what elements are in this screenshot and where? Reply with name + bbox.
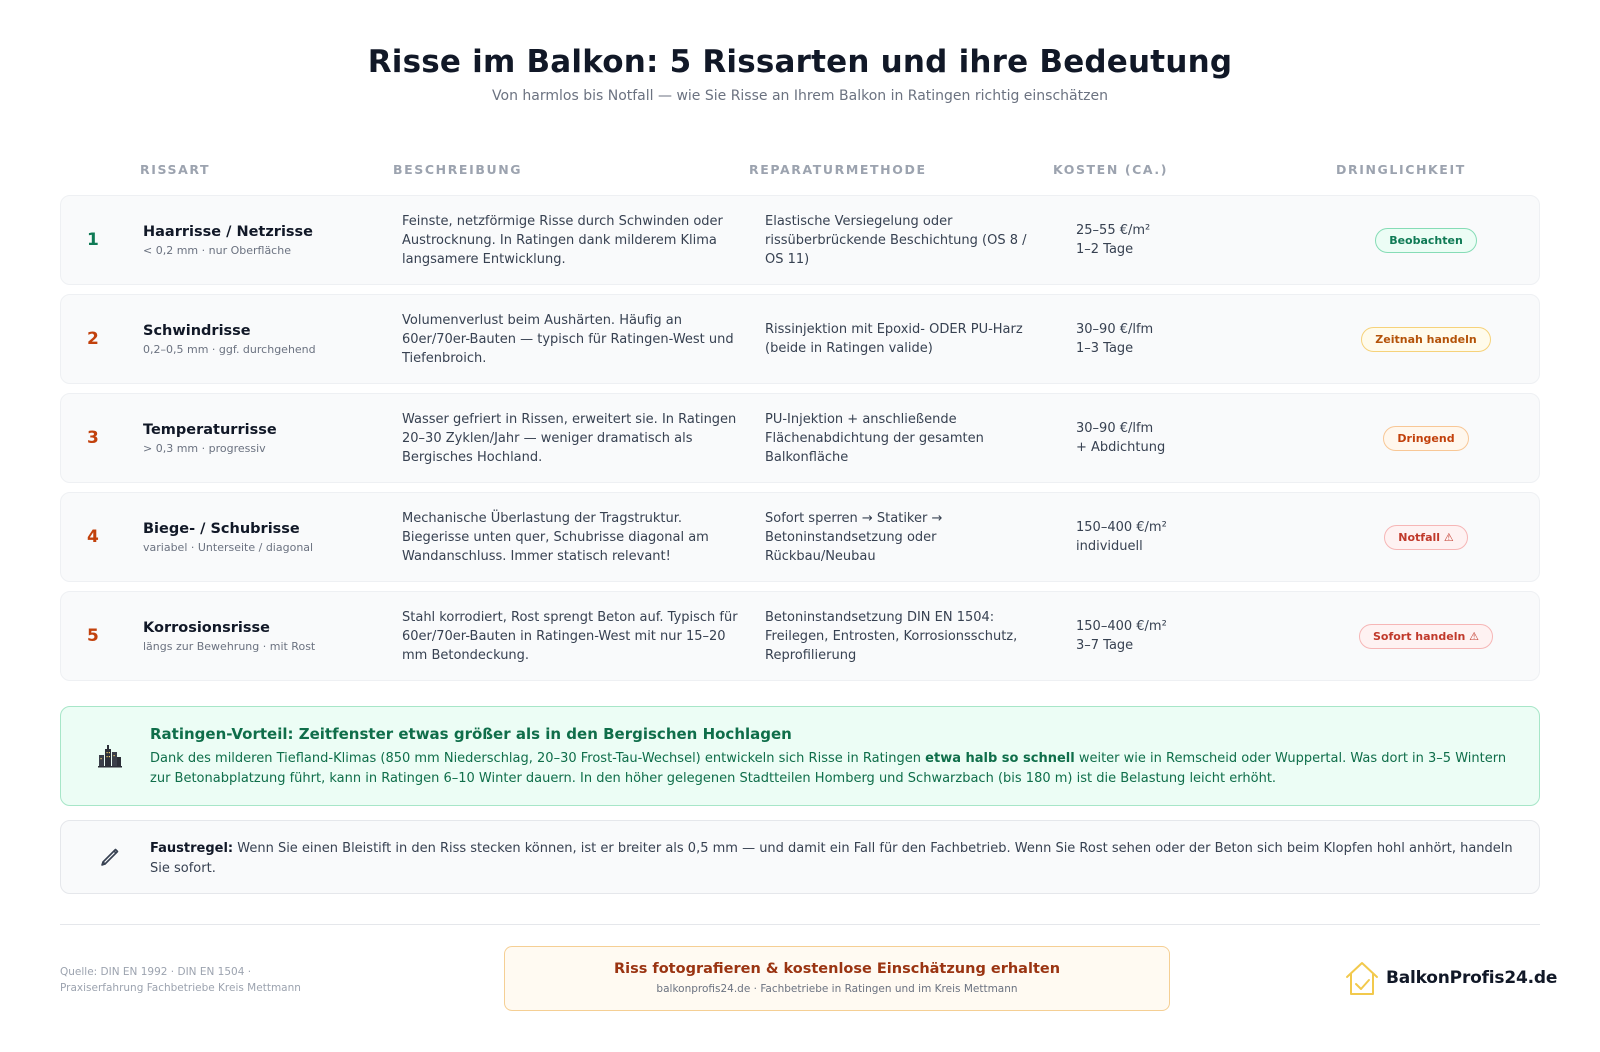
source-line: Praxiserfahrung Fachbetriebe Kreis Mettmann (60, 982, 301, 994)
urgency-badge: Sofort handeln ⚠ (1359, 624, 1493, 649)
cost-duration: + Abdichtung (1076, 440, 1166, 455)
cost-duration: 1–2 Tage (1076, 242, 1134, 257)
crack-type-detail: > 0,3 mm · progressiv (143, 441, 266, 455)
crack-type-cell (143, 196, 313, 284)
urgency-cell (1311, 493, 1541, 581)
cost-price: 150–400 €/m² (1076, 619, 1167, 634)
house-check-icon (1342, 958, 1382, 998)
repair-method: Rissinjektion mit Epoxid- ODER PU-Harz (beide in Ratingen valide) (765, 322, 1023, 356)
column-header-description: BESCHREIBUNG (393, 162, 523, 177)
logo-text: BalkonProfis24.de (1386, 968, 1558, 988)
cost-duration: 1–3 Tage (1076, 341, 1134, 356)
cta-title[interactable]: Riss fotografieren & kostenlose Einschätzung erhalten (613, 961, 1061, 977)
column-header-type: RISSART (140, 162, 211, 177)
cost-cell (1076, 493, 1276, 581)
rule-of-thumb-box (60, 820, 1540, 894)
urgency-badge: Dringend (1383, 426, 1468, 451)
rule-text (150, 839, 1515, 879)
info-text-part: weiter wie in Remscheid oder Wuppertal. Was dort in 3–5 Wintern zur Betonabplatzung führt, kann in Ratingen 6–10 Winter dauern. In den höher gelegenen Stadtteilen Homberg und Schwarzbach (bis 180 m) ist die Belastung leicht erhöht. (150, 751, 1507, 786)
crack-type-name: Temperaturrisse (143, 421, 277, 438)
cost-price: 30–90 €/lfm (1076, 322, 1154, 337)
crack-type-cell (143, 394, 277, 482)
crack-type-name: Haarrisse / Netzrisse (143, 223, 314, 240)
rule-body: Wenn Sie einen Bleistift in den Riss stecken können, ist er breiter als 0,5 mm — und damit ein Fall für den Fachbetrieb. Wenn Sie Rost sehen oder der Beton sich beim Klopfen hohl anhört, handeln Sie sofort. (150, 841, 1513, 876)
page-header (0, 44, 1600, 104)
row-number: 4 (87, 527, 99, 547)
crack-type-cell (143, 592, 315, 680)
page-subtitle: Von harmlos bis Notfall — wie Sie Risse an Ihrem Balkon in Ratingen richtig einschätzen (492, 88, 1108, 104)
urgency-cell (1311, 592, 1541, 680)
repair-method: Sofort sperren → Statiker → Betoninstandsetzung oder Rückbau/Neubau (765, 510, 943, 564)
crack-description: Feinste, netzförmige Risse durch Schwinden oder Austrocknung. In Ratingen dank milderem Klima langsamere Entwicklung. (402, 213, 723, 267)
crack-type-detail: längs zur Bewehrung · mit Rost (143, 639, 316, 653)
page-title: Risse im Balkon: 5 Rissarten und ihre Bedeutung (367, 44, 1233, 80)
info-text-part: Dank des milderen Tiefland-Klimas (850 mm Niederschlag, 20–30 Frost-Tau-Wechsel) entwickeln sich Risse in Ratingen (150, 751, 926, 766)
table-row (60, 393, 1540, 483)
cta-subtitle: balkonprofis24.de · Fachbetriebe in Ratingen und im Kreis Mettmann (656, 983, 1018, 995)
crack-description: Stahl korrodiert, Rost sprengt Beton auf. Typisch für 60er/70er-Bauten in Ratingen-West mit nur 15–20 mm Betondeckung. (402, 609, 738, 663)
crack-type-detail: < 0,2 mm · nur Oberfläche (143, 243, 291, 257)
urgency-badge: Zeitnah handeln (1361, 327, 1490, 352)
column-header-repair: REPARATURMETHODE (749, 162, 927, 177)
crack-type-cell (143, 295, 316, 383)
info-text (150, 749, 1515, 789)
cost-cell (1076, 295, 1276, 383)
crack-type-name: Korrosionsrisse (143, 619, 270, 636)
repair-method: Elastische Versiegelung oder rissüberbrückende Beschichtung (OS 8 / OS 11) (765, 213, 1027, 267)
crack-description: Wasser gefriert in Rissen, erweitert sie. In Ratingen 20–30 Zyklen/Jahr — weniger dramatisch als Bergisches Hochland. (402, 411, 737, 465)
info-title: Ratingen-Vorteil: Zeitfenster etwas größer als in den Bergischen Hochlagen (150, 725, 792, 743)
crack-type-cell (143, 493, 313, 581)
cost-price: 150–400 €/m² (1076, 520, 1167, 535)
cta-banner[interactable] (504, 946, 1170, 1011)
rule-label: Faustregel: (150, 841, 234, 856)
repair-method: Betoninstandsetzung DIN EN 1504: Freilegen, Entrosten, Korrosionsschutz, Reprofilierung (765, 609, 1018, 663)
brand-logo (1342, 956, 1558, 1000)
source-note (60, 964, 360, 996)
crack-type-name: Biege- / Schubrisse (143, 520, 300, 537)
crack-description: Mechanische Überlastung der Tragstruktur. Biegerisse unten quer, Schubrisse diagonal am Wandanschluss. Immer statisch relevant! (402, 510, 709, 564)
table-row (60, 294, 1540, 384)
cost-price: 30–90 €/lfm (1076, 421, 1154, 436)
urgency-cell (1311, 295, 1541, 383)
row-number: 5 (87, 626, 99, 646)
urgency-cell (1311, 394, 1541, 482)
column-header-urgency: DRINGLICHKEIT (1336, 162, 1466, 177)
row-number: 1 (87, 230, 99, 250)
city-icon (97, 743, 123, 769)
cost-cell (1076, 592, 1276, 680)
row-number: 2 (87, 329, 99, 349)
urgency-cell (1311, 196, 1541, 284)
pencil-icon (99, 845, 121, 867)
ratingen-advantage-box (60, 706, 1540, 806)
urgency-badge: Beobachten (1375, 228, 1477, 253)
table-header (60, 162, 1540, 182)
table-row (60, 195, 1540, 285)
urgency-badge: Notfall ⚠ (1384, 525, 1467, 550)
footer-divider (60, 924, 1540, 925)
source-line: Quelle: DIN EN 1992 · DIN EN 1504 · (60, 966, 252, 978)
cost-cell (1076, 196, 1276, 284)
repair-method: PU-Injektion + anschließende Flächenabdichtung der gesamten Balkonfläche (765, 411, 984, 465)
cost-price: 25–55 €/m² (1076, 223, 1151, 238)
crack-type-name: Schwindrisse (143, 322, 251, 339)
row-number: 3 (87, 428, 99, 448)
crack-type-detail: 0,2–0,5 mm · ggf. durchgehend (143, 342, 316, 356)
column-header-cost: KOSTEN (CA.) (1053, 162, 1169, 177)
crack-type-detail: variabel · Unterseite / diagonal (143, 540, 314, 554)
table-row (60, 492, 1540, 582)
info-text-highlight: etwa halb so schnell (925, 751, 1075, 766)
cost-duration: 3–7 Tage (1076, 638, 1134, 653)
cost-cell (1076, 394, 1276, 482)
table-row (60, 591, 1540, 681)
crack-description: Volumenverlust beim Aushärten. Häufig an 60er/70er-Bauten — typisch für Ratingen-West und Tiefenbroich. (402, 312, 734, 366)
cost-duration: individuell (1076, 539, 1143, 554)
